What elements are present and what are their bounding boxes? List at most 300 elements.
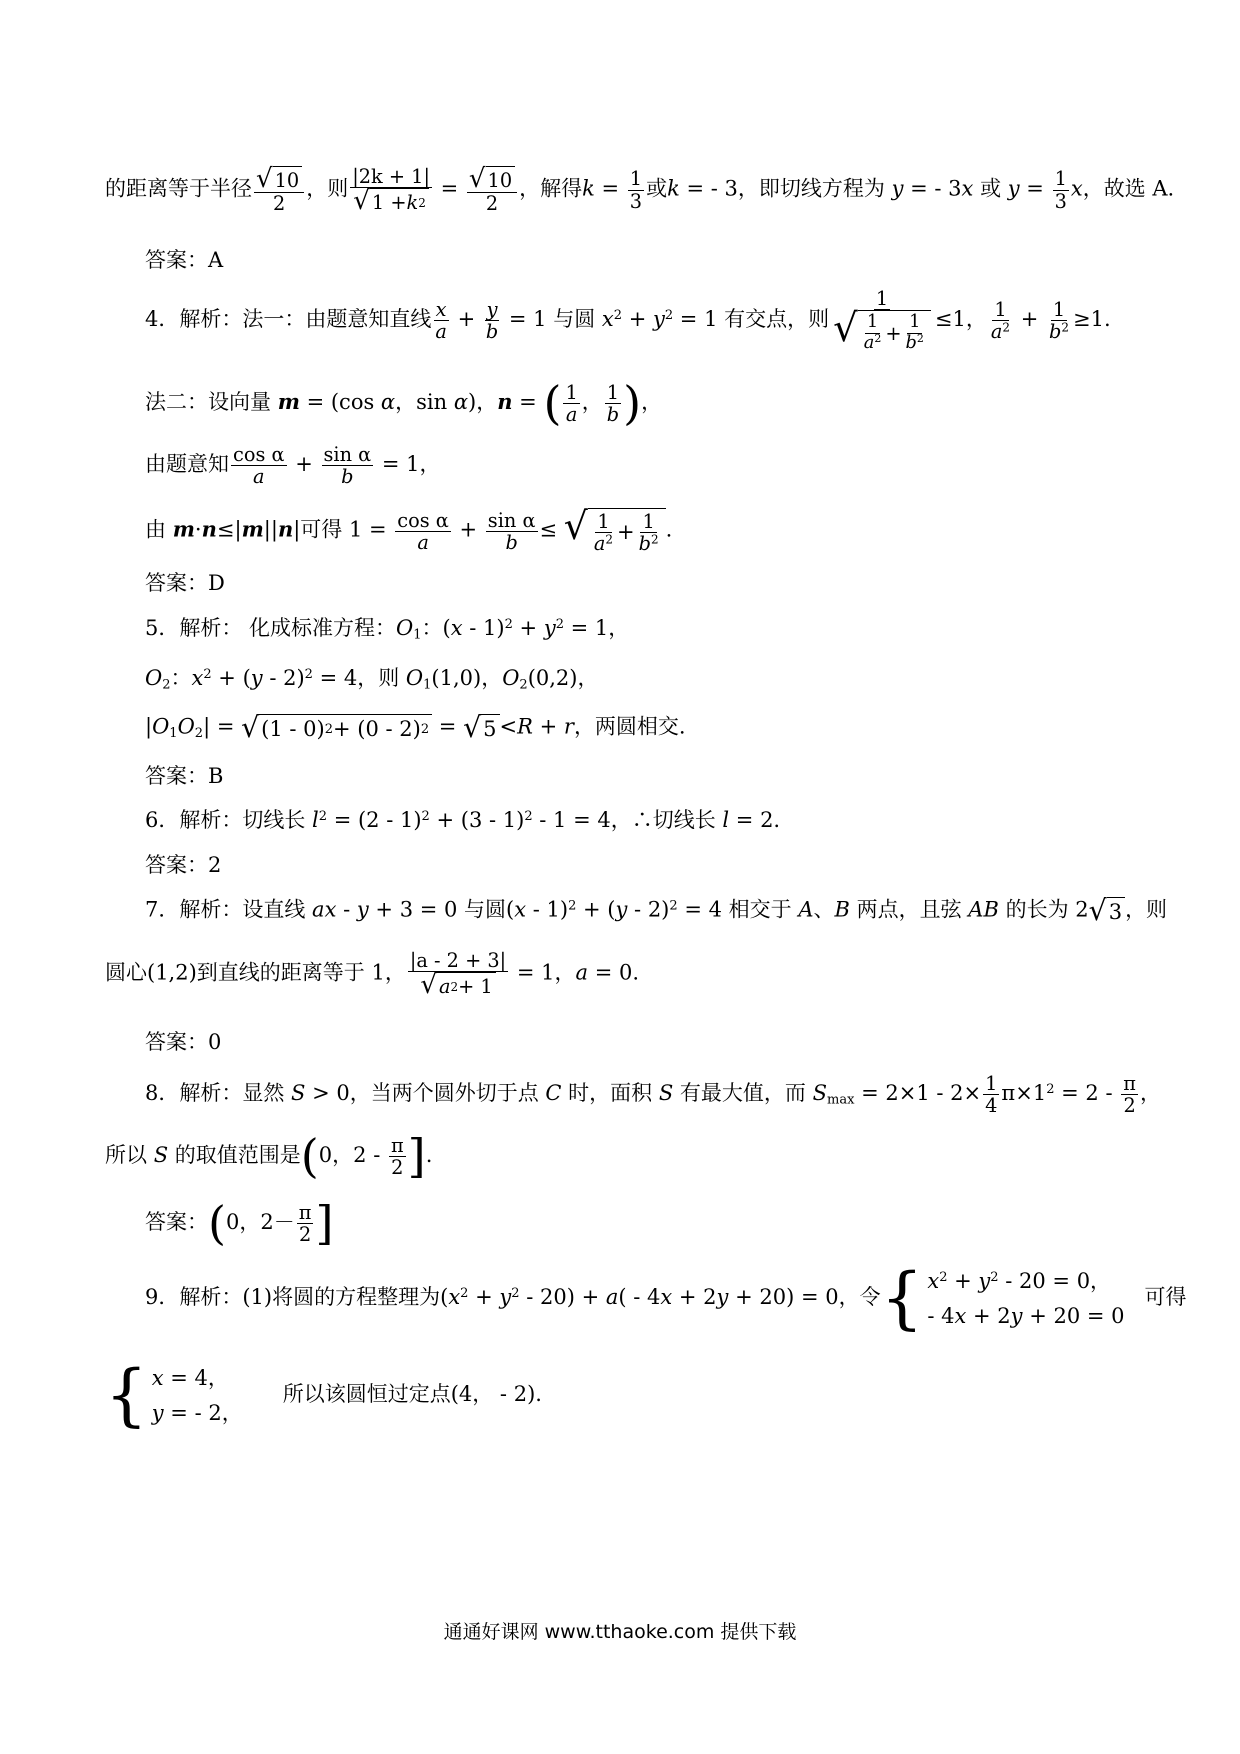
fraction [350,165,432,217]
text: ： [170,666,192,690]
text: 1 [994,297,1007,321]
text: 1 [597,510,610,533]
text: y [543,616,556,640]
text: | [203,714,211,739]
text: y [1007,176,1020,201]
text: 2 [298,1223,312,1247]
text: x [660,1285,673,1310]
text: b [341,465,354,489]
text: - 2) [627,897,670,922]
text: b [1048,320,1062,344]
text: ( - 4 [618,1285,661,1310]
text: AB [968,897,999,922]
text: x [435,297,447,321]
fraction [1053,168,1069,211]
text: = - 2， [163,1400,243,1425]
solution-6-line [145,810,780,831]
text: + [452,517,484,542]
text: 1 [1052,297,1066,321]
answer-label: 答案： [145,571,208,595]
method-2-line-3 [145,504,673,556]
fraction [297,1202,314,1245]
text: 1 [169,725,178,741]
fraction [637,511,661,554]
text: + 3 = 0 与圆( [368,897,515,922]
text: 所以 [105,1143,154,1168]
text: x [450,616,463,640]
text: ， [581,390,603,415]
solution-7-line-2 [105,949,640,1001]
fraction [322,444,374,487]
text: 8．解析：显然 [145,1081,292,1106]
text: - 20) + [519,1285,606,1310]
answer-value: 0 [208,1030,222,1054]
text: b [606,403,620,427]
sqrt: √ 1 + k 2 [353,188,429,214]
fraction [605,382,621,425]
text: π [298,1201,312,1224]
text: max [827,1092,855,1108]
text: 0，2 - [318,1143,387,1168]
sqrt: √ $\frac{1}{a^2}$ + $\frac{1}{b^2}$ [564,508,666,554]
text: 有最大值，而 [673,1081,813,1106]
solution-9-line-1 [145,1259,1187,1337]
text: S [658,1081,674,1106]
text: = 4 相交于 [677,897,799,922]
text: ， [641,390,663,415]
text: 1 [413,627,422,643]
text: n [497,389,513,415]
fraction [231,444,287,487]
answer-label: 答案： [145,1030,208,1054]
text: 7．解析：设直线 [145,897,313,922]
answer-value: D [208,571,225,595]
text: A [798,897,814,922]
text: y [615,897,628,922]
text: ≤| [216,517,242,542]
text: 3 [1107,897,1125,925]
text: 2 [613,308,623,323]
text: 2 [568,898,577,914]
text: 2 [939,1269,948,1285]
text: l [722,808,730,832]
fraction [592,511,615,554]
text: 2 [203,666,212,682]
text: x [324,897,337,922]
text: = [1019,176,1051,201]
answer-5 [145,766,223,787]
text: - 1 = 4，∴切线长 [532,808,723,832]
text: 2 [524,808,533,824]
text: ，即切线方程为 [737,176,892,201]
text: + [947,1268,979,1293]
text: 的距离等于半径 [105,176,252,201]
text: a [565,403,578,427]
text: |a - 2 + 3| [409,949,507,972]
text: 或 [973,176,1008,201]
text: 2 [1061,320,1069,335]
text: 2 [519,677,528,693]
text: ，则 [1125,897,1168,922]
fraction [486,510,538,553]
text: π [1123,1072,1136,1095]
text: · [194,517,202,542]
text: ，则 [306,176,349,201]
text: 2 [504,616,513,632]
fraction [433,299,449,342]
sqrt: √ (1 - 0) 2 + (0 - 2) 2 [241,714,432,742]
text: a [863,332,875,353]
text: = 4，则 [312,666,406,690]
text: 3 [1054,189,1067,213]
text: 2 [511,1285,520,1301]
text: > 0，当两个圆外切于点 [305,1081,546,1106]
text: x [191,666,204,690]
text: 1 [866,312,879,333]
solution-4-line [145,288,1111,353]
text: y [652,307,665,332]
fraction [1047,299,1071,342]
text: 9．解析：(1)将圆的方程整理为( [145,1285,449,1310]
text: a [990,320,1003,344]
fraction [563,382,579,425]
text: ≤1， [934,307,987,332]
solution-5-line-3 [145,711,686,744]
sqrt: √ 3 [1089,897,1125,925]
answer-label: 答案： [145,248,208,272]
text: || [263,517,278,542]
text: 、 [813,897,835,922]
solution-7-line-1 [145,894,1168,927]
text: = 1， [510,960,576,985]
text: ( [208,1195,227,1250]
sqrt: √ 5 [463,714,499,742]
text: B [834,897,850,922]
equation-system: { $x^2 + y^2 - 20 = 0$， - 4x + 2y + 20 = 0 [880,1259,1125,1337]
text: 2 [669,898,678,914]
text: x [601,307,614,332]
text: π×1 [1001,1081,1047,1106]
fraction [395,510,451,553]
text: 2 [1046,1082,1055,1098]
text: ( [300,1128,319,1183]
sqrt: √ a 2 + 1 [420,972,495,998]
text: 2 [1002,320,1011,335]
text: (1 - 0) [261,717,325,742]
text: + [622,307,653,332]
text: b [485,320,499,344]
text: π [390,1134,404,1157]
text: O [145,666,163,690]
text: 1 [909,312,921,333]
text: b [505,530,518,554]
text: 2 [162,677,171,693]
text: = [210,714,242,739]
text: sin α [487,508,536,532]
text: cos α [397,508,449,532]
answer-3 [145,250,223,271]
text: 1 [1054,167,1067,191]
text: + [1014,307,1045,332]
text: = [594,176,626,201]
sqrt: √ $\frac{1}{a^2}$ + $\frac{1}{b^2}$ [833,310,931,353]
text: 2 [485,192,499,216]
text: + (0 - 2) [333,717,421,742]
text: ≥1. [1072,307,1111,332]
text: y [486,297,498,321]
text: O [152,714,170,739]
text: 2 [460,1285,469,1301]
text: 2 [391,1156,404,1180]
text: 2 [1123,1094,1136,1118]
text: 所以该圆恒过定点(4， - 2). [282,1382,542,1407]
text: = 0. [588,960,640,985]
text: + [512,616,544,640]
text: a [575,960,589,985]
sqrt: √ 10 [256,166,302,192]
text: = 1， [375,452,441,477]
text: - 2) [262,666,305,690]
text: x [448,1285,461,1310]
text: 2 [916,331,924,345]
text: 2 [605,532,614,547]
text: = 2. [729,808,781,832]
text: 1 [985,1072,998,1095]
text: 2 [304,666,313,682]
text: - [336,897,357,922]
text: = 2 - [1054,1081,1120,1106]
text: + [885,321,902,345]
fraction [983,1073,999,1116]
text: y [891,176,904,201]
text: - 1) [462,616,505,640]
text: 10 [273,166,303,192]
text: y [978,1268,991,1293]
answer-4 [145,573,225,594]
text: = - 3 [679,176,738,201]
text: |可得 1 = [293,517,394,542]
text: + (3 - 1) [429,808,525,832]
text: = [432,714,464,739]
text: . [425,1143,433,1168]
text: 4．解析：法一：由题意知直线 [145,307,432,332]
text: 可得 [1144,1285,1187,1310]
text: 1 [642,510,655,533]
text: - 20 = 0， [998,1268,1112,1293]
text: (1,0)， [431,666,503,690]
fraction [1121,1073,1138,1116]
fraction [408,949,508,1001]
text: 4 [985,1094,998,1118]
text: ，解得 [519,176,583,201]
text: S [153,1143,169,1168]
text: S [812,1081,827,1106]
answer-6 [145,855,221,876]
text: = 2×1 - 2× [854,1081,982,1106]
fraction [862,313,884,353]
text: = 1 与圆 [502,307,602,332]
text: O [177,714,195,739]
text: 两点，且弦 [849,897,969,922]
text: 10 [486,166,516,192]
fraction [628,168,644,211]
text: x [514,897,527,922]
text: + 1 [458,975,493,999]
text: a [438,975,451,999]
text: + [468,1285,500,1310]
text: y [356,897,369,922]
fraction [389,1135,406,1178]
fraction [831,288,933,353]
text: ，两圆相交. [573,714,686,739]
text: + [288,452,320,477]
text: 1 [423,677,432,693]
answer-8 [145,1195,334,1250]
text: m [241,516,264,542]
fraction [254,166,304,214]
solution-9-line-2 [105,1356,542,1434]
solution-3-line [105,164,1175,217]
text: |2k + 1| [352,165,430,188]
text: 2 [874,331,882,345]
text: 的长为 2 [998,897,1089,922]
text: 1 [875,287,889,310]
sqrt: √ 10 [469,166,515,192]
text: O [396,616,414,640]
text: x [954,1303,967,1328]
text: = (cos [299,390,381,415]
method-2-line-2 [145,444,441,487]
text: k [406,191,419,215]
text: 由题意知 [145,452,229,477]
text: 3 [629,189,643,213]
fraction [904,313,926,353]
text: k [582,176,595,201]
text: 法二：设向量 [145,390,278,415]
text: )， [468,390,498,415]
text: ，sin [395,390,454,415]
answer-value: 2 [208,853,222,877]
text: y [250,666,263,690]
text: x [151,1365,164,1390]
text: x [927,1268,940,1293]
text: a [593,532,606,556]
text: < [499,714,518,739]
text: a [435,320,447,344]
text: 1 [606,381,620,404]
text: y [151,1400,164,1425]
answer-value: B [208,764,224,788]
equation-system: { x = 4， y = - 2， [105,1356,243,1434]
text: 5．解析： 化成标准方程： [145,616,397,640]
text: n [201,516,217,542]
method-2-line-1: 法二：设向量 m = (cos α，sin α)，n = ( $\frac{1}{a}$ ， $\frac{1}{b}$ )， [145,375,663,430]
text: x [961,176,974,201]
fraction [989,299,1012,342]
text: | [145,714,153,739]
text: = [512,390,544,415]
text: cos α [233,443,285,466]
text: = 4， [163,1365,229,1390]
solution-5-line-1 [145,616,630,643]
text: + [450,307,482,332]
text: 2 [194,725,204,741]
text: 2 [421,808,430,824]
text: k [667,176,680,201]
text: ≤ [539,517,564,542]
text: sin α [323,443,372,466]
text: 2 [990,1269,999,1285]
text: m [172,516,195,542]
text: . [665,517,673,542]
text: 0，2－ [226,1210,295,1235]
text: ] [407,1128,426,1183]
text: = (2 - 1) [327,808,422,832]
solution-8-line-2 [105,1128,433,1183]
text: = [433,176,465,201]
text: 1 + [371,191,407,215]
text: α [453,390,468,415]
text: S [291,1081,306,1106]
text: 2 [664,308,674,323]
text: ：( [421,616,451,640]
text: + 2 [966,1303,1011,1328]
text: + 2 [672,1285,717,1310]
text: + [532,714,564,739]
text: = 1， [563,616,630,640]
text: + 20) = 0，令 [728,1285,881,1310]
text: + ( [211,666,251,690]
text: O [405,666,424,690]
text: 或 [646,176,668,201]
text: 圆心(1,2)到直线的距离等于 1， [105,960,406,985]
text: n [277,516,294,542]
answer-label: 答案： [145,764,208,788]
text: a [312,897,325,922]
text: ， [1139,1081,1161,1106]
text: - 1) [526,897,569,922]
fraction [484,299,500,342]
text: + 20 = 0 [1022,1303,1125,1328]
text: ，故选 A. [1082,176,1175,201]
text: 时，面积 [561,1081,659,1106]
text: 2 [555,616,564,632]
text: + ( [576,897,616,922]
text: x [1070,176,1083,201]
text: - 4 [927,1303,955,1328]
text: (0,2)， [527,666,599,690]
page-footer: 通通好课网 www.tthaoke.com 提供下载 [443,1621,797,1643]
text: 6．解析：切线长 [145,808,313,832]
answer-label: 答案： [145,853,208,877]
text: 1 [565,381,578,404]
text: 由 [145,517,173,542]
text: C [545,1081,562,1106]
text: a [605,1285,619,1310]
text: b [638,532,652,556]
text: 5 [481,714,499,742]
text: y [716,1285,729,1310]
text: 2 [272,192,286,216]
text: 2 [318,808,328,824]
text: l [312,808,319,832]
text: 2 [651,532,659,547]
fraction [467,166,517,214]
text: m [277,389,300,415]
text: y [1010,1303,1023,1328]
text: b [905,332,917,353]
text: 1 [629,167,643,191]
